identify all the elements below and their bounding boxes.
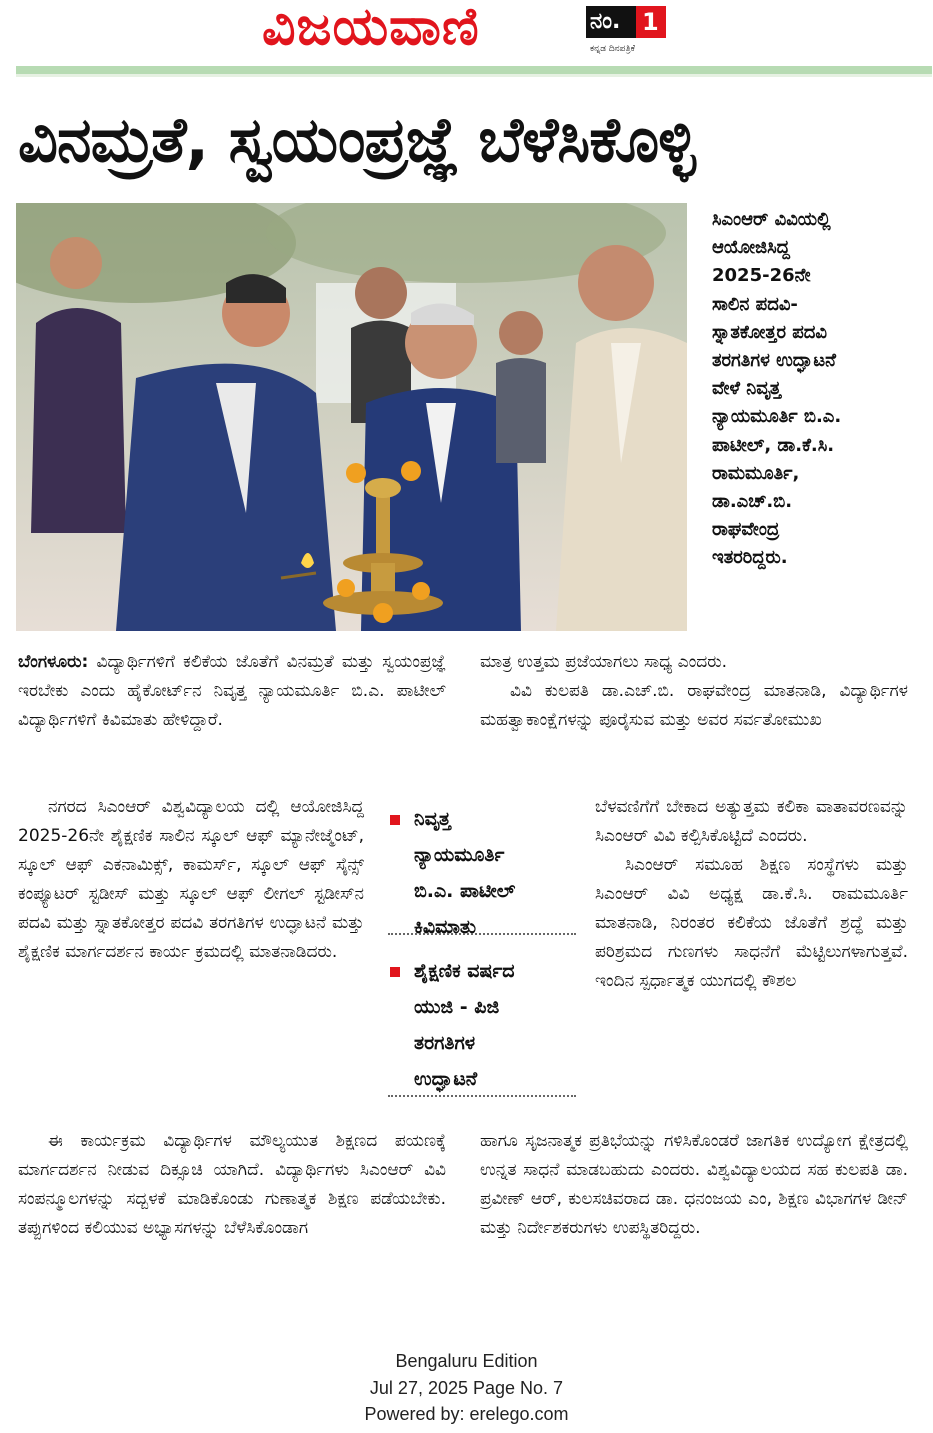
number-one-badge <box>586 6 666 40</box>
caption-line: ಪಾಟೀಲ್, ಡಾ.ಕೆ.ಸಿ. <box>712 434 835 456</box>
article-paragraph-4 <box>480 648 908 735</box>
caption-line: ನ್ಯಾಯಮೂರ್ತಿ ಬಿ.ಎ. <box>712 406 842 428</box>
badge-prefix: ನಂ. <box>590 9 621 34</box>
paragraph-text: ಸಿಎಂಆರ್ ಸಮೂಹ ಶಿಕ್ಷಣ ಸಂಸ್ಥೆಗಳು ಮತ್ತು ಸಿಎಂಆರ್ ವಿವಿ ಅಧ್ಯಕ್ಷ ಡಾ.ಕೆ.ಸಿ. ರಾಮಮೂರ್ತಿ ಮಾತನಾಡಿ, ನಿರಂತರ ಕಲಿಕೆಯ ಜೊತೆಗೆ ಶ್ರದ್ಧೆ ಮತ್ತು ಪರಿಶ್ರಮದ ಗುಣಗಳು ಸಾಧನೆಗೆ ಮೆಟ್ಟಿಲುಗಳಾಗುತ್ತವೆ. ಇಂದಿನ ಸ್ಪರ್ಧಾತ್ಮಕ ಯುಗದಲ್ಲಿ ಕೌಶಲ <box>595 855 908 991</box>
badge-number: 1 <box>642 8 659 36</box>
masthead-tagline: ಕನ್ನಡ ದಿನಪತ್ರಿಕೆ <box>590 44 636 54</box>
paragraph-text: ಮಾತ್ರ ಉತ್ತಮ ಪ್ರಜೆಯಾಗಲು ಸಾಧ್ಯ ಎಂದರು. <box>480 652 728 672</box>
highlights-box <box>380 793 580 1105</box>
caption-line: ಇತರರಿದ್ದರು. <box>712 547 788 569</box>
masthead-strip-light <box>16 74 932 77</box>
paragraph-text: ವಿದ್ಯಾರ್ಥಿಗಳಿಗೆ ಕಲಿಕೆಯ ಜೊತೆಗೆ ವಿನಮ್ರತೆ ಮತ್ತು ಸ್ವಯಂಪ್ರಜ್ಞೆ ಇರಬೇಕು ಎಂದು ಹೈಕೋರ್ಟ್‌ನ ನಿವೃತ್ತ ನ್ಯಾಯಮೂರ್ತಿ ಬಿ.ಎ. ಪಾಟೀಲ್ ವಿದ್ಯಾರ್ಥಿಗಳಿಗೆ ಕಿವಿಮಾತು ಹೇಳಿದ್ದಾರೆ. <box>18 652 447 730</box>
footer-edition: Bengaluru Edition <box>395 1351 538 1371</box>
footer-powered-by: Powered by: erelego.com <box>364 1404 569 1424</box>
caption-line: ಸಿಎಂಆರ್ ವಿವಿಯಲ್ಲಿ <box>712 209 831 230</box>
caption-line: ಡಾ.ಎಚ್.ಬಿ. <box>712 491 793 513</box>
caption-line: ಸ್ನಾತಕೋತ್ತರ ಪದವಿ <box>712 321 828 343</box>
caption-line: ವೇಳೆ ನಿವೃತ್ತ <box>712 378 781 400</box>
paragraph-text: ಹಾಗೂ ಸೃಜನಾತ್ಮಕ ಪ್ರತಿಭೆಯನ್ನು ಗಳಿಸಿಕೊಂಡರೆ ಜಾಗತಿಕ ಉದ್ಯೋಗ ಕ್ಷೇತ್ರದಲ್ಲಿ ಉನ್ನತ ಸಾಧನೆ ಮಾಡಬಹುದು ಎಂದರು. ವಿಶ್ವವಿದ್ಯಾಲಯದ ಸಹ ಕುಲಪತಿ ಡಾ. ಪ್ರವೀಣ್ ಆರ್, ಕುಲಸಚಿವರಾದ ಡಾ. ಧನಂಜಯ ಎಂ, ಶಿಕ್ಷಣ ವಿಭಾಗಗಳ ಡೀನ್ ಮತ್ತು ನಿರ್ದೇಶಕರುಗಳು ಉಪಸ್ಥಿತರಿದ್ದರು. <box>480 1131 908 1238</box>
highlight-line: ಯುಜಿ - ಪಿಜಿ <box>414 996 500 1018</box>
masthead <box>0 0 933 78</box>
highlight-line: ತರಗತಿಗಳ <box>414 1032 476 1054</box>
headline: ವಿನಮ್ರತೆ, ಸ್ವಯಂಪ್ರಜ್ಞೆ ಬೆಳೆಸಿಕೊಳ್ಳಿ <box>18 103 695 176</box>
article-paragraph-6 <box>480 1127 908 1243</box>
dotted-divider <box>388 933 576 935</box>
caption-line: ಸಾಲಿನ ಪದವಿ- <box>712 293 798 315</box>
article-paragraph-2 <box>18 793 364 967</box>
red-square-bullet-icon <box>390 815 400 825</box>
caption-line: ರಾಘವೇಂದ್ರ <box>712 519 780 541</box>
highlight-line: ಉದ್ಘಾಟನೆ <box>414 1068 478 1090</box>
red-square-bullet-icon <box>390 967 400 977</box>
footer <box>0 1348 933 1428</box>
highlight-line: ಕಿವಿಮಾತು <box>414 916 477 938</box>
newspaper-logo: ವಿಜಯವಾಣಿ <box>262 0 480 57</box>
dateline: ಬೆಂಗಳೂರು: <box>18 652 89 672</box>
paragraph-text: ಈ ಕಾರ್ಯಕ್ರಮ ವಿದ್ಯಾರ್ಥಿಗಳ ಮೌಲ್ಯಯುತ ಶಿಕ್ಷಣದ ಪಯಣಕ್ಕೆ ಮಾರ್ಗದರ್ಶನ ನೀಡುವ ದಿಕ್ಸೂಚಿ ಯಾಗಿದೆ. ವಿದ್ಯಾರ್ಥಿಗಳು ಸಿಎಂಆರ್ ವಿವಿ ಸಂಪನ್ಮೂಲಗಳನ್ನು ಸದ್ಬಳಕೆ ಮಾಡಿಕೊಂಡು ಗುಣಾತ್ಮಕ ಶಿಕ್ಷಣ ಪಡೆಯಬೇಕು. ತಪ್ಪುಗಳಿಂದ ಕಲಿಯುವ ಅಭ್ಯಾಸಗಳನ್ನು ಬೆಳೆಸಿಕೊಂಡಾಗ <box>18 1131 446 1238</box>
highlight-line: ನ್ಯಾಯಮೂರ್ತಿ <box>414 844 505 866</box>
highlight-line: ಬಿ.ಎ. ಪಾಟೀಲ್ <box>414 880 516 902</box>
highlight-line: ನಿವೃತ್ತ <box>414 808 451 830</box>
photo-caption <box>712 206 922 573</box>
caption-line: ತರಗತಿಗಳ ಉದ್ಘಾಟನೆ <box>712 350 836 372</box>
caption-line: 2025-26ನೇ <box>712 265 811 287</box>
paragraph-text: ಬೆಳವಣಿಗೆಗೆ ಬೇಕಾದ ಅತ್ಯುತ್ತಮ ಕಲಿಕಾ ವಾತಾವರಣವನ್ನು ಸಿಎಂಆರ್ ವಿವಿ ಕಲ್ಪಿಸಿಕೊಟ್ಟಿದೆ ಎಂದರು. <box>595 797 908 846</box>
highlight-line: ಶೈಕ್ಷಣಿಕ ವರ್ಷದ <box>414 960 515 982</box>
lamp-lighting-illustration <box>16 203 687 631</box>
footer-date-page: Jul 27, 2025 Page No. 7 <box>369 1377 564 1398</box>
caption-line: ರಾಮಮೂರ್ತಿ, <box>712 462 800 484</box>
article-paragraph-3 <box>18 1127 446 1243</box>
caption-line: ಆಯೋಜಿಸಿದ್ದ <box>712 237 790 259</box>
article-paragraph-5 <box>595 793 908 996</box>
dotted-divider <box>388 1095 576 1097</box>
paragraph-text: ವಿವಿ ಕುಲಪತಿ ಡಾ.ಎಚ್.ಬಿ. ರಾಘವೇಂದ್ರ ಮಾತನಾಡಿ, ವಿದ್ಯಾರ್ಥಿಗಳ ಮಹತ್ವಾಕಾಂಕ್ಷೆಗಳನ್ನು ಪೂರೈಸುವ ಮತ್ತು ಅವರ ಸರ್ವತೋಮುಖ <box>480 681 908 730</box>
article-paragraph-1 <box>18 648 446 735</box>
event-photo <box>16 203 687 631</box>
masthead-strip <box>16 66 932 74</box>
paragraph-text: ನಗರದ ಸಿಎಂಆರ್ ವಿಶ್ವವಿದ್ಯಾಲಯ ದಲ್ಲಿ ಆಯೋಜಿಸಿದ್ದ 2025-26ನೇ ಶೈಕ್ಷಣಿಕ ಸಾಲಿನ ಸ್ಕೂಲ್ ಆಫ್ ಮ್ಯಾನೇಜ್ಮೆಂಟ್, ಸ್ಕೂಲ್ ಆಫ್ ಎಕನಾಮಿಕ್ಸ್, ಕಾಮರ್ಸ್, ಸ್ಕೂಲ್ ಆಫ್ ಸೈನ್ಸ್ ಕಂಪ್ಯೂಟರ್ ಸ್ಟಡೀಸ್ ಮತ್ತು ಸ್ಕೂಲ್ ಆಫ್ ಲೀಗಲ್ ಸ್ಟಡೀಸ್‌ನ ಪದವಿ ಮತ್ತು ಸ್ನಾತಕೋತ್ತರ ಪದವಿ ತರಗತಿಗಳ ಉದ್ಘಾಟನೆ ಮತ್ತು ಶೈಕ್ಷಣಿಕ ಮಾರ್ಗದರ್ಶನ ಕಾರ್ಯ ಕ್ರಮದಲ್ಲಿ ಮಾತನಾಡಿದರು. <box>18 797 364 962</box>
